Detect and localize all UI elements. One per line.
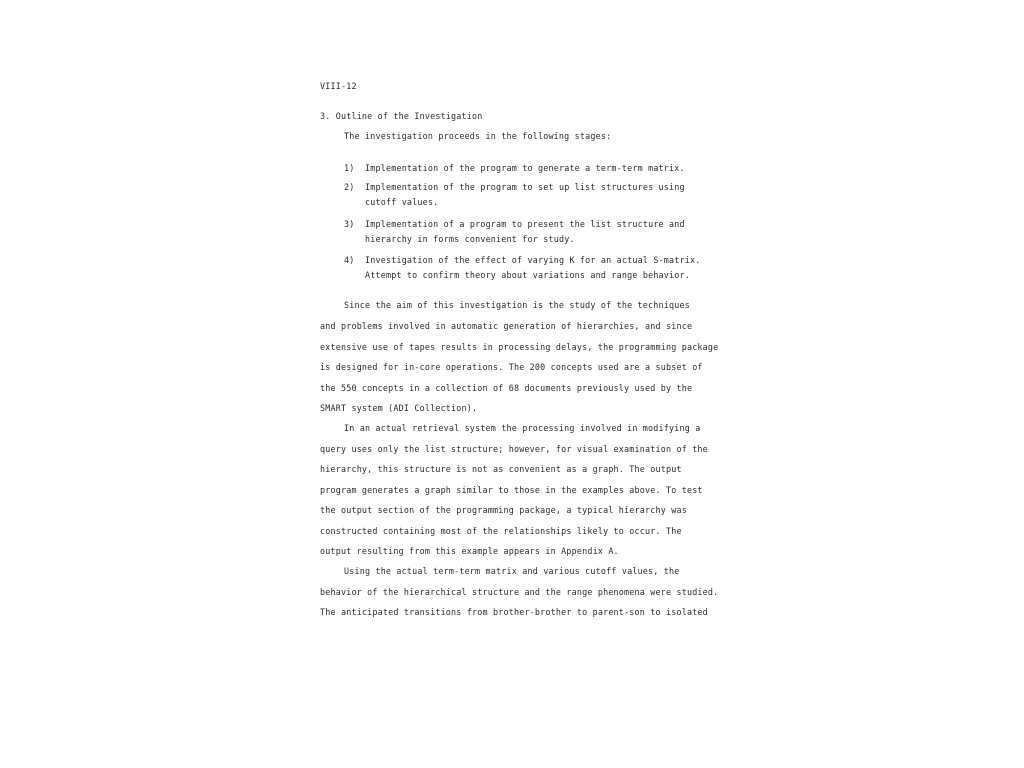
stage-1-number: 1) [344,163,355,173]
stage-3-line-1: Implementation of a program to present the list structure and [365,219,685,229]
stage-3-number: 3) [344,219,355,229]
paragraph-2-line: query uses only the list structure; however, for visual examination of the [320,444,708,454]
stage-4-line-2: Attempt to confirm theory about variations and range behavior. [365,270,691,280]
page-number-header: VIII-12 [320,81,357,91]
paragraph-2-line: In an actual retrieval system the processing involved in modifying a [344,423,701,433]
paragraph-3-line: behavior of the hierarchical structure and the range phenomena were studied. [320,587,719,597]
stage-2-number: 2) [344,182,355,192]
paragraph-1-line: is designed for in-core operations. The 200 concepts used are a subset of [320,362,703,372]
stage-3-line-2: hierarchy in forms convenient for study. [365,234,575,244]
paragraph-1-line: Since the aim of this investigation is the study of the techniques [344,300,690,310]
paragraph-1-line: SMART system (ADI Collection). [320,403,478,413]
section-title: 3. Outline of the Investigation [320,111,483,121]
paragraph-1-line: and problems involved in automatic generation of hierarchies, and since [320,321,693,331]
paragraph-2-line: the output section of the programming package, a typical hierarchy was [320,505,687,515]
paragraph-2-line: output resulting from this example appears in Appendix A. [320,546,619,556]
stage-2-line-2: cutoff values. [365,197,439,207]
stage-4-line-1: Investigation of the effect of varying K for an actual S-matrix. [365,255,701,265]
paragraph-2-line: hierarchy, this structure is not as convenient as a graph. The output [320,464,682,474]
paragraph-2-line: program generates a graph similar to those in the examples above. To test [320,485,703,495]
stage-4-number: 4) [344,255,355,265]
paragraph-1-line: the 550 concepts in a collection of 68 documents previously used by the [320,383,693,393]
paragraph-1-line: extensive use of tapes results in processing delays, the programming package [320,342,719,352]
paragraph-3-line: The anticipated transitions from brother-brother to parent-son to isolated [320,607,708,617]
paragraph-3-line: Using the actual term-term matrix and various cutoff values, the [344,566,680,576]
intro-sentence: The investigation proceeds in the following stages: [344,131,612,141]
paragraph-2-line: constructed containing most of the relationships likely to occur. The [320,526,682,536]
stage-1-line-1: Implementation of the program to generate a term-term matrix. [365,163,685,173]
stage-2-line-1: Implementation of the program to set up list structures using [365,182,685,192]
